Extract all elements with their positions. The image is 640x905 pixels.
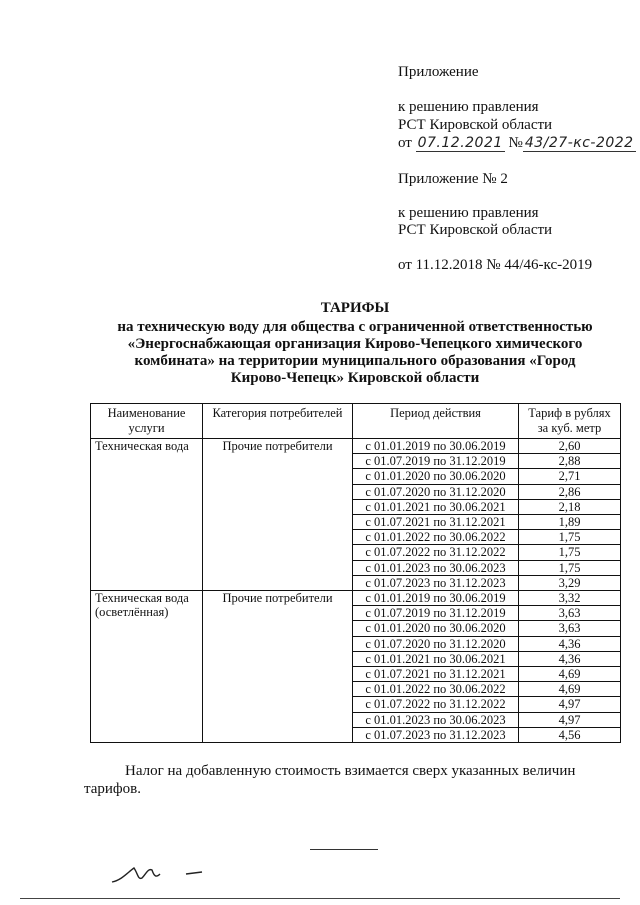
- bottom-rule: [20, 898, 620, 899]
- header-tariff: Тариф в рублях за куб. метр: [519, 404, 621, 439]
- price-cell: 4,36: [519, 636, 621, 651]
- category-cell: Прочие потребители: [203, 591, 353, 743]
- price-cell: 4,56: [519, 727, 621, 742]
- period-cell: с 01.01.2023 по 30.06.2023: [353, 560, 519, 575]
- table-header-row: [91, 404, 621, 439]
- decision2-line-2: РСТ Кировской области: [398, 222, 553, 238]
- price-cell: 2,71: [519, 469, 621, 484]
- doc-subtitle-line-3: комбината» на территории муниципального образования «Город: [134, 353, 576, 369]
- header-service: Наименование услуги: [91, 404, 203, 439]
- price-cell: 2,18: [519, 499, 621, 514]
- period-cell: с 01.01.2023 по 30.06.2023: [353, 712, 519, 727]
- period-cell: с 01.07.2020 по 31.12.2020: [353, 484, 519, 499]
- price-cell: 3,63: [519, 606, 621, 621]
- vat-note-line-1: Налог на добавленную стоимость взимается сверх указанных величин: [125, 763, 576, 779]
- closing-divider: [310, 849, 378, 850]
- decision2-line-1: к решению правления: [398, 205, 539, 221]
- service-name-cell: Техническая вода (осветлённая): [91, 591, 203, 743]
- price-cell: 4,97: [519, 697, 621, 712]
- table-row: [91, 591, 621, 606]
- price-cell: 4,69: [519, 682, 621, 697]
- price-cell: 1,89: [519, 515, 621, 530]
- period-cell: с 01.07.2019 по 31.12.2019: [353, 606, 519, 621]
- header-category: Категория потребителей: [203, 404, 353, 439]
- period-cell: с 01.07.2021 по 31.12.2021: [353, 515, 519, 530]
- price-cell: 4,97: [519, 712, 621, 727]
- original-decision-ref: от 11.12.2018 № 44/46-кс-2019: [398, 257, 593, 273]
- tariff-table: [90, 403, 621, 743]
- period-cell: с 01.01.2019 по 30.06.2019: [353, 591, 519, 606]
- appendix-2-label: Приложение № 2: [398, 171, 508, 187]
- doc-subtitle-line-1: на техническую воду для общества с ограниченной ответственностью: [117, 319, 593, 335]
- period-cell: с 01.07.2022 по 31.12.2022: [353, 545, 519, 560]
- doc-title: ТАРИФЫ: [320, 300, 390, 316]
- price-cell: 1,75: [519, 545, 621, 560]
- price-cell: 4,69: [519, 667, 621, 682]
- number-prefix: №: [508, 135, 523, 151]
- doc-subtitle-line-4: Кирово-Чепецк» Кировской области: [230, 370, 480, 386]
- price-cell: 2,60: [519, 439, 621, 454]
- price-cell: 3,29: [519, 575, 621, 590]
- price-cell: 2,86: [519, 484, 621, 499]
- period-cell: с 01.07.2022 по 31.12.2022: [353, 697, 519, 712]
- header-period: Период действия: [353, 404, 519, 439]
- decision-line-2: РСТ Кировской области: [398, 117, 553, 133]
- category-cell: Прочие потребители: [203, 439, 353, 591]
- period-cell: с 01.07.2021 по 31.12.2021: [353, 667, 519, 682]
- price-cell: 3,63: [519, 621, 621, 636]
- period-cell: с 01.01.2022 по 30.06.2022: [353, 530, 519, 545]
- service-name-cell: Техническая вода: [91, 439, 203, 591]
- decision-ref-line: [398, 135, 636, 152]
- period-cell: с 01.07.2023 по 31.12.2023: [353, 575, 519, 590]
- decision-line-1: к решению правления: [398, 99, 539, 115]
- period-cell: с 01.01.2021 по 30.06.2021: [353, 499, 519, 514]
- from-prefix: от: [398, 135, 412, 151]
- price-cell: 3,32: [519, 591, 621, 606]
- price-cell: 4,36: [519, 651, 621, 666]
- period-cell: с 01.01.2019 по 30.06.2019: [353, 439, 519, 454]
- doc-subtitle-line-2: «Энергоснабжающая организация Кирово-Чепецкого химического: [127, 336, 583, 352]
- period-cell: с 01.07.2019 по 31.12.2019: [353, 454, 519, 469]
- period-cell: с 01.01.2022 по 30.06.2022: [353, 682, 519, 697]
- table-row: [91, 439, 621, 454]
- handwritten-number: 43/27-кс-2022: [524, 135, 634, 151]
- period-cell: с 01.07.2023 по 31.12.2023: [353, 727, 519, 742]
- signature-scribble: [108, 858, 218, 888]
- period-cell: с 01.01.2020 по 30.06.2020: [353, 469, 519, 484]
- price-cell: 2,88: [519, 454, 621, 469]
- handwritten-date: 07.12.2021: [417, 135, 503, 151]
- appendix-label: Приложение: [398, 64, 479, 80]
- vat-note-line-2: тарифов.: [84, 781, 141, 797]
- period-cell: с 01.01.2020 по 30.06.2020: [353, 621, 519, 636]
- price-cell: 1,75: [519, 560, 621, 575]
- price-cell: 1,75: [519, 530, 621, 545]
- period-cell: с 01.07.2020 по 31.12.2020: [353, 636, 519, 651]
- period-cell: с 01.01.2021 по 30.06.2021: [353, 651, 519, 666]
